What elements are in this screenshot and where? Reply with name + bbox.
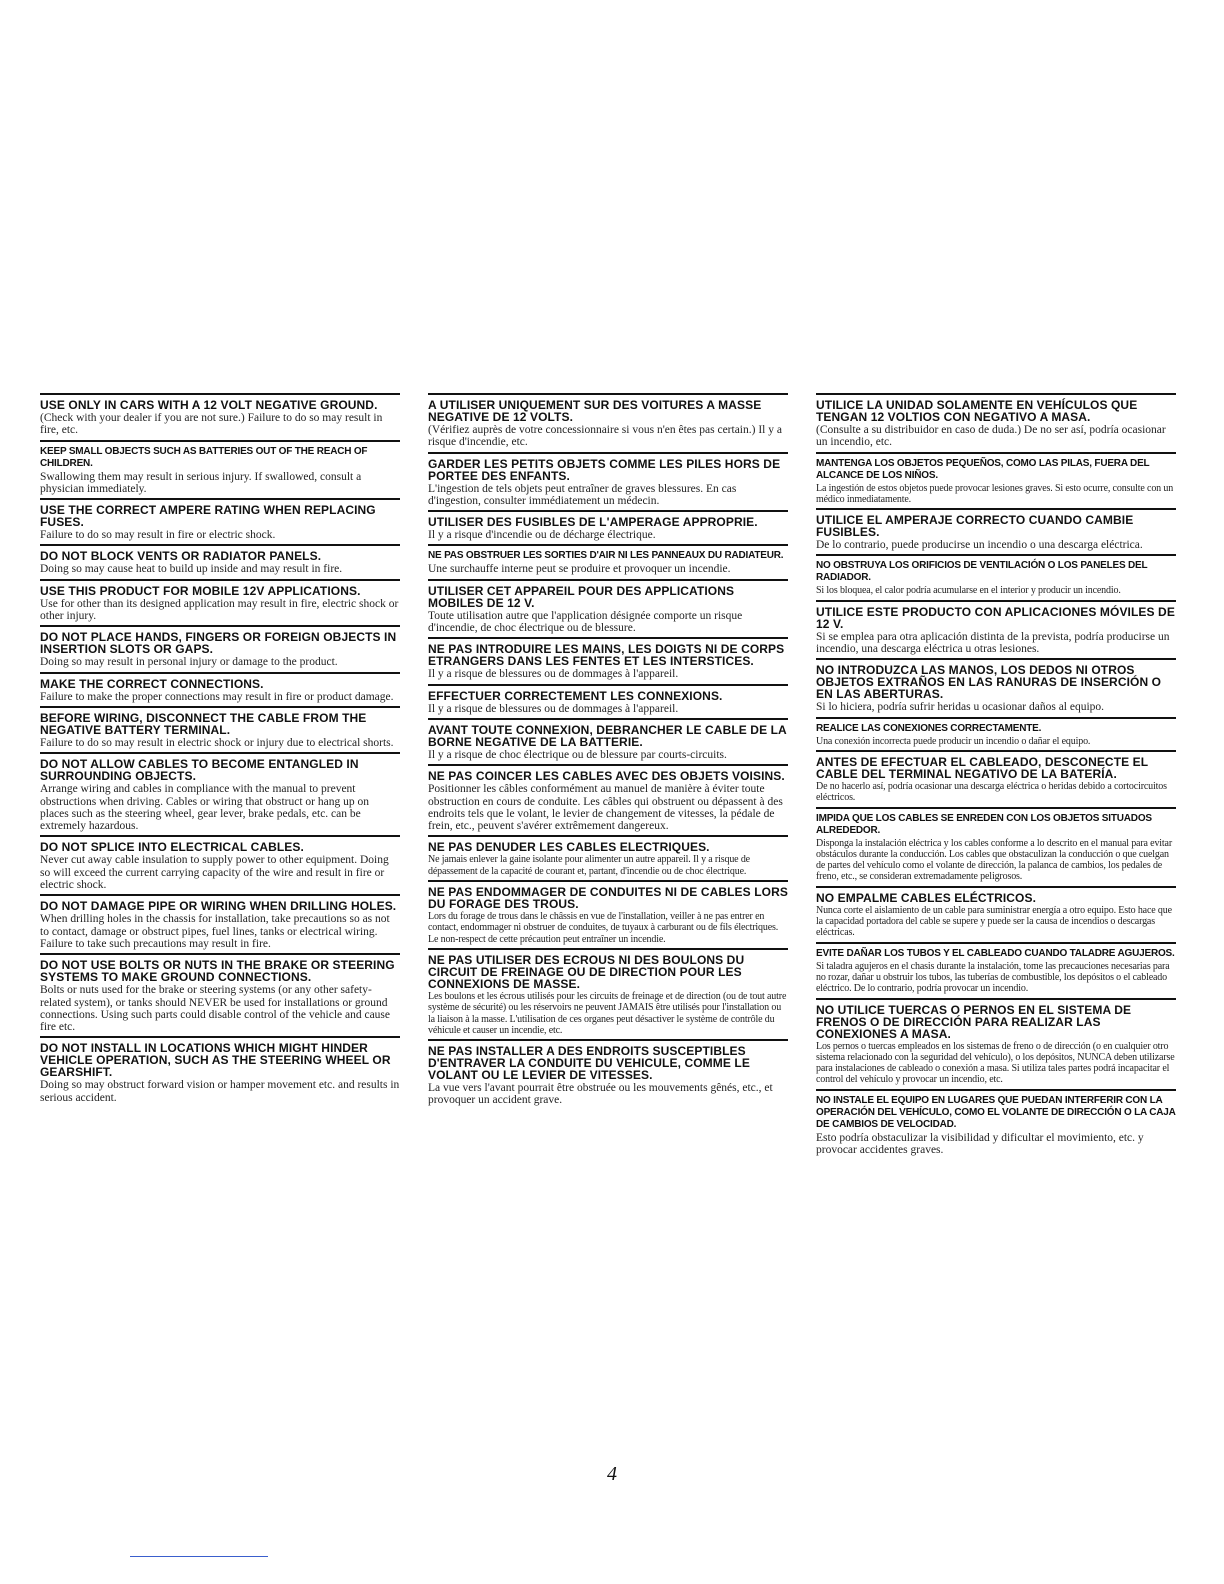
warning-item bbox=[40, 894, 400, 950]
warning-heading: DO NOT SPLICE INTO ELECTRICAL CABLES. bbox=[40, 840, 304, 855]
warning-heading: DO NOT PLACE HANDS, FINGERS OR FOREIGN OBJECTS IN INSERTION SLOTS OR GAPS. bbox=[40, 630, 397, 657]
warning-item bbox=[428, 452, 788, 508]
warning-heading: NE PAS COINCER LES CABLES AVEC DES OBJETS VOISINS. bbox=[428, 769, 785, 784]
warning-heading: UTILICE EL AMPERAJE CORRECTO CUANDO CAMBIE FUSIBLES. bbox=[816, 513, 1134, 540]
warning-item bbox=[40, 953, 400, 1033]
warning-item bbox=[816, 886, 1176, 939]
warnings-columns bbox=[0, 393, 1224, 1463]
warning-item bbox=[40, 393, 400, 437]
warning-body: Esto podría obstaculizar la visibilidad y dificultar el movimiento, etc. y provocar accidentes graves. bbox=[816, 1131, 1144, 1157]
warning-heading: DO NOT INSTALL IN LOCATIONS WHICH MIGHT HINDER VEHICLE OPERATION, SUCH AS THE STEERING WHEEL OR GEARSHIFT. bbox=[40, 1041, 391, 1080]
warning-item bbox=[816, 393, 1176, 449]
warning-heading: NE PAS INSTALLER A DES ENDROITS SUSCEPTIBLES D'ENTRAVER LA CONDUITE DU VEHICULE, COMME LE VOLANT OU LE LEVIER DE VITESSES. bbox=[428, 1044, 750, 1083]
warning-item bbox=[40, 672, 400, 703]
warning-heading: DO NOT BLOCK VENTS OR RADIATOR PANELS. bbox=[40, 549, 322, 564]
warning-body: Arrange wiring and cables in compliance with the manual to prevent obstructions when driving. Cables or wiring that obstruct or hang up on places such as the steering wheel, gear lever, brake pedals, etc. can be extremely hazardous. bbox=[40, 783, 369, 833]
warning-item bbox=[40, 544, 400, 575]
page-number: 4 bbox=[607, 1463, 617, 1485]
warning-heading: UTILISER CET APPAREIL POUR DES APPLICATIONS MOBILES DE 12 V. bbox=[428, 583, 735, 610]
warning-heading: NO INSTALE EL EQUIPO EN LUGARES QUE PUEDAN INTERFERIR CON LA OPERACIÓN DEL VEHÍCULO, COMO EL VOLANTE DE DIRECCIÓN O LA CAJA DE CAMBIOS DE VELOCIDAD. bbox=[816, 1094, 1176, 1130]
warning-heading: USE ONLY IN CARS WITH A 12 VOLT NEGATIVE GROUND. bbox=[40, 398, 378, 412]
warning-body: Doing so may result in personal injury or damage to the product. bbox=[40, 656, 338, 669]
warning-body: De no hacerlo así, podría ocasionar una descarga eléctrica o heridas debido a cortocircuitos eléctricos. bbox=[816, 780, 1167, 804]
warning-item bbox=[816, 600, 1176, 656]
warning-item bbox=[428, 393, 788, 449]
warning-body: Il y a risque de blessures ou de dommages à l'appareil. bbox=[428, 702, 679, 715]
warning-heading: AVANT TOUTE CONNEXION, DEBRANCHER LE CABLE DE LA BORNE NEGATIVE DE LA BATTERIE. bbox=[428, 722, 787, 749]
warning-heading: DO NOT DAMAGE PIPE OR WIRING WHEN DRILLING HOLES. bbox=[40, 899, 397, 914]
warning-body: Toute utilisation autre que l'application désignée comporte un risque d'incendie, de choc électrique ou de blessure. bbox=[428, 609, 743, 635]
warning-body: De lo contrario, puede producirse un incendio o una descarga eléctrica. bbox=[816, 539, 1143, 552]
warning-heading: BEFORE WIRING, DISCONNECT THE CABLE FROM THE NEGATIVE BATTERY TERMINAL. bbox=[40, 710, 367, 737]
warning-body: (Check with your dealer if you are not sure.) Failure to do so may result in fire, etc. bbox=[40, 412, 383, 437]
warning-body: Doing so may cause heat to build up inside and may result in fire. bbox=[40, 563, 343, 576]
warning-item bbox=[816, 658, 1176, 713]
warning-item bbox=[816, 750, 1176, 804]
warning-body: Failure to make the proper connections may result in fire or product damage. bbox=[40, 690, 394, 703]
warning-heading: USE THE CORRECT AMPERE RATING WHEN REPLACING FUSES. bbox=[40, 503, 376, 530]
warning-item bbox=[816, 717, 1176, 747]
warning-item bbox=[816, 998, 1176, 1086]
french-column bbox=[428, 393, 788, 1110]
warning-item bbox=[40, 579, 400, 623]
warning-item bbox=[40, 1036, 400, 1104]
warning-body: Bolts or nuts used for the brake or steering systems (or any other safety-related system), or tanks should NEVER be used for installations or ground connections. Using such parts could disable control of the vehicle and cause fire etc. bbox=[40, 984, 391, 1034]
warning-heading: NO UTILICE TUERCAS O PERNOS EN EL SISTEMA DE FRENOS O DE DIRECCIÓN PARA REALIZAR LAS CONEXIONES A MASA. bbox=[816, 1002, 1132, 1041]
warning-body: Una conexión incorrecta puede producir un incendio o dañar el equipo. bbox=[816, 735, 1091, 747]
warning-heading: MAKE THE CORRECT CONNECTIONS. bbox=[40, 676, 264, 691]
warning-item bbox=[428, 637, 788, 680]
warning-item bbox=[428, 1039, 788, 1107]
warning-heading: DO NOT USE BOLTS OR NUTS IN THE BRAKE OR STEERING SYSTEMS TO MAKE GROUND CONNECTIONS. bbox=[40, 958, 395, 985]
warning-item bbox=[40, 706, 400, 749]
warning-heading: UTILICE ESTE PRODUCTO CON APLICACIONES MÓVILES DE 12 V. bbox=[816, 604, 1175, 631]
warning-heading: NO INTRODUZCA LAS MANOS, LOS DEDOS NI OTROS OBJETOS EXTRAÑOS EN LAS RANURAS DE INSERCIÓN O EN LAS ABERTURAS. bbox=[816, 663, 1162, 702]
warning-body: Use for other than its designed application may result in fire, electric shock or other injury. bbox=[40, 597, 399, 623]
warning-heading: A UTILISER UNIQUEMENT SUR DES VOITURES A MASSE NEGATIVE DE 12 VOLTS. bbox=[428, 398, 762, 424]
warning-heading: USE THIS PRODUCT FOR MOBILE 12V APPLICATIONS. bbox=[40, 583, 361, 598]
warning-item bbox=[40, 440, 400, 496]
warning-item bbox=[428, 510, 788, 541]
warning-body: Failure to do so may result in electric shock or injury due to electrical shorts. bbox=[40, 736, 394, 749]
warning-heading: NO OBSTRUYA LOS ORIFICIOS DE VENTILACIÓN O LOS PANELES DEL RADIADOR. bbox=[816, 560, 1148, 584]
warning-body: Il y a risque d'incendie ou de décharge électrique. bbox=[428, 529, 656, 542]
warning-body: Failure to do so may result in fire or electric shock. bbox=[40, 529, 276, 542]
spanish-column bbox=[816, 393, 1176, 1159]
footnote-rule bbox=[130, 1556, 268, 1557]
warning-item bbox=[428, 544, 788, 575]
warning-heading: NE PAS UTILISER DES ECROUS NI DES BOULONS DU CIRCUIT DE FREINAGE OU DE DIRECTION POUR LES CONNEXIONS DE MASSE. bbox=[428, 952, 745, 991]
english-column bbox=[40, 393, 400, 1107]
warning-item bbox=[40, 835, 400, 891]
warning-heading: MANTENGA LOS OBJETOS PEQUEÑOS, COMO LAS PILAS, FUERA DEL ALCANCE DE LOS NIÑOS. bbox=[816, 457, 1150, 481]
warning-body: Si se emplea para otra aplicación distinta de la prevista, podría producirse un incendio, una descarga eléctrica u otras lesiones. bbox=[816, 630, 1170, 656]
warning-item bbox=[816, 1089, 1176, 1157]
warning-body: (Vérifiez auprès de votre concessionnaire si vous n'en êtes pas certain.) Il y a risque d'incendie, etc. bbox=[428, 424, 782, 449]
warning-item bbox=[428, 764, 788, 832]
warning-body: (Consulte a su distribuidor en caso de duda.) De no ser así, podría ocasionar un incendio, etc. bbox=[816, 424, 1166, 449]
warning-body: Les boulons et les écrous utilisés pour les circuits de freinage et de direction (ou de tout autre système de sécurité) ou les réservoirs ne peuvent JAMAIS être utilisés pour l'installation ou la liaison à la masse. L'utilisation de ces organes peut désactiver le système de contrôle du véhicule et causer un incendie, etc. bbox=[428, 990, 787, 1036]
warning-heading: DO NOT ALLOW CABLES TO BECOME ENTANGLED IN SURROUNDING OBJECTS. bbox=[40, 757, 359, 784]
warning-heading: NE PAS DENUDER LES CABLES ELECTRIQUES. bbox=[428, 840, 710, 855]
warning-heading: ANTES DE EFECTUAR EL CABLEADO, DESCONECTE EL CABLE DEL TERMINAL NEGATIVO DE LA BATERÍA. bbox=[816, 754, 1148, 781]
warning-body: La ingestión de estos objetos puede provocar lesiones graves. Si esto ocurre, consulte con un médico inmediatamente. bbox=[816, 482, 1174, 505]
warning-body: Si lo hiciera, podría sufrir heridas u ocasionar daños al equipo. bbox=[816, 701, 1105, 714]
warning-heading: IMPIDA QUE LOS CABLES SE ENREDEN CON LOS OBJETOS SITUADOS ALREDEDOR. bbox=[816, 812, 1152, 836]
warning-body: L'ingestion de tels objets peut entraîner de graves blessures. En cas d'ingestion, consulter immédiatement un médecin. bbox=[428, 482, 737, 507]
warning-body: Ne jamais enlever la gaine isolante pour alimenter un autre appareil. Il y a risque de dépassement de la capacité de courant et, partant, d'incendie ou de choc électrique. bbox=[428, 854, 750, 877]
warning-item bbox=[816, 508, 1176, 551]
warning-item bbox=[428, 684, 788, 715]
warning-body: Never cut away cable insulation to supply power to other equipment. Doing so will exceed the current carrying capacity of the wire and result in fire or electric shock. bbox=[40, 854, 389, 892]
warning-heading: NE PAS OBSTRUER LES SORTIES D'AIR NI LES PANNEAUX DU RADIATEUR. bbox=[428, 550, 784, 562]
warning-item bbox=[40, 752, 400, 832]
warning-body: La vue vers l'avant pourrait être obstruée ou les mouvements gênés, etc., et provoquer un accident grave. bbox=[428, 1082, 773, 1107]
warning-heading: EVITE DAÑAR LOS TUBOS Y EL CABLEADO CUANDO TALADRE AGUJEROS. bbox=[816, 947, 1175, 959]
warning-body: Il y a risque de blessures ou de dommages à l'appareil. bbox=[428, 668, 679, 681]
warning-item bbox=[816, 807, 1176, 883]
warning-item bbox=[40, 498, 400, 541]
warning-heading: GARDER LES PETITS OBJETS COMME LES PILES HORS DE PORTEE DES ENFANTS. bbox=[428, 456, 781, 483]
warning-item bbox=[816, 452, 1176, 506]
warning-body: Lors du forage de trous dans le châssis en vue de l'installation, veiller à ne pas entrer en contact, endommager ni obstruer de conduites, de tuyaux à carburant ou de fils électriques. Le non-respect de cette précaution peut entraîner un incendie. bbox=[428, 911, 779, 945]
warning-heading: UTILICE LA UNIDAD SOLAMENTE EN VEHÍCULOS QUE TENGAN 12 VOLTIOS CON NEGATIVO A MASA. bbox=[816, 398, 1138, 424]
warning-item bbox=[428, 835, 788, 877]
warning-body: Disponga la instalación eléctrica y los cables conforme a lo descrito en el manual para evitar obstáculos durante la conducción. Los cables que obstaculizan la conducción o que cuelgan de partes del vehículo como el volante de dirección, la palanca de cambios, los pedales de freno, etc., se consideran extremadamente peligrosos. bbox=[816, 837, 1173, 883]
warning-body: Il y a risque de choc électrique ou de blessure par courts-circuits. bbox=[428, 748, 727, 761]
warning-heading: NE PAS INTRODUIRE LES MAINS, LES DOIGTS NI DE CORPS ETRANGERS DANS LES FENTES ET LES INTERSTICES. bbox=[428, 642, 785, 669]
warning-body: Une surchauffe interne peut se produire et provoquer un incendie. bbox=[428, 563, 731, 576]
warning-body: Doing so may obstruct forward vision or hamper movement etc. and results in serious accident. bbox=[40, 1079, 400, 1104]
warning-body: Nunca corte el aislamiento de un cable para suministrar energía a otro equipo. Esto hace que la capacidad portadora del cable se supere y puede ser la causa de incendios o descargas eléctricas. bbox=[816, 904, 1172, 939]
warning-body: Swallowing them may result in serious injury. If swallowed, consult a physician immediately. bbox=[40, 470, 362, 495]
warning-item bbox=[428, 880, 788, 945]
warning-heading: KEEP SMALL OBJECTS SUCH AS BATTERIES OUT OF THE REACH OF CHILDREN. bbox=[40, 445, 368, 469]
warning-item bbox=[40, 625, 400, 668]
warning-item bbox=[428, 579, 788, 635]
warning-body: Si los bloquea, el calor podría acumularse en el interior y producir un incendio. bbox=[816, 585, 1121, 597]
warning-body: Los pernos o tuercas empleados en los sistemas de freno o de dirección (o en cualquier otro sistema relacionado con la seguridad del vehículo), o los depósitos, NUNCA deben utilizarse para instalaciones de cableado o conexión a masa. Si utiliza tales partes podrá incapacitar el control del vehículo y provocar un incendio, etc. bbox=[816, 1040, 1175, 1086]
warning-item bbox=[816, 554, 1176, 596]
warning-body: Positionner les câbles conformément au manuel de manière à éviter toute obstruction en cours de conduite. Les câbles qui obstruent ou dépassent à des endroits tels que le volant, le levier de changement de vitesses, la pédale de frein, etc., peuvent s'avérer extrêmement dangereux. bbox=[428, 783, 783, 833]
warning-heading: NE PAS ENDOMMAGER DE CONDUITES NI DE CABLES LORS DU FORAGE DES TROUS. bbox=[428, 885, 788, 912]
warning-item bbox=[428, 948, 788, 1036]
warning-item bbox=[428, 718, 788, 761]
warning-heading: EFFECTUER CORRECTEMENT LES CONNEXIONS. bbox=[428, 688, 723, 703]
warning-heading: UTILISER DES FUSIBLES DE L'AMPERAGE APPROPRIE. bbox=[428, 515, 758, 530]
warning-heading: NO EMPALME CABLES ELÉCTRICOS. bbox=[816, 890, 1037, 905]
warning-body: When drilling holes in the chassis for installation, take precautions so as not to contact, damage or obstruct pipes, fuel lines, tanks or electrical wiring. Failure to take such precautions may result in fire. bbox=[40, 913, 390, 950]
warning-body: Si taladra agujeros en el chasis durante la instalación, tome las precauciones necesarias para no rozar, dañar u obstruir los tubos, las tuberías de combustible, los depósitos o el cableado eléctrico. De lo contrario, podría provocar un incendio. bbox=[816, 960, 1170, 995]
warning-item bbox=[816, 942, 1176, 995]
warning-heading: REALICE LAS CONEXIONES CORRECTAMENTE. bbox=[816, 722, 1042, 734]
